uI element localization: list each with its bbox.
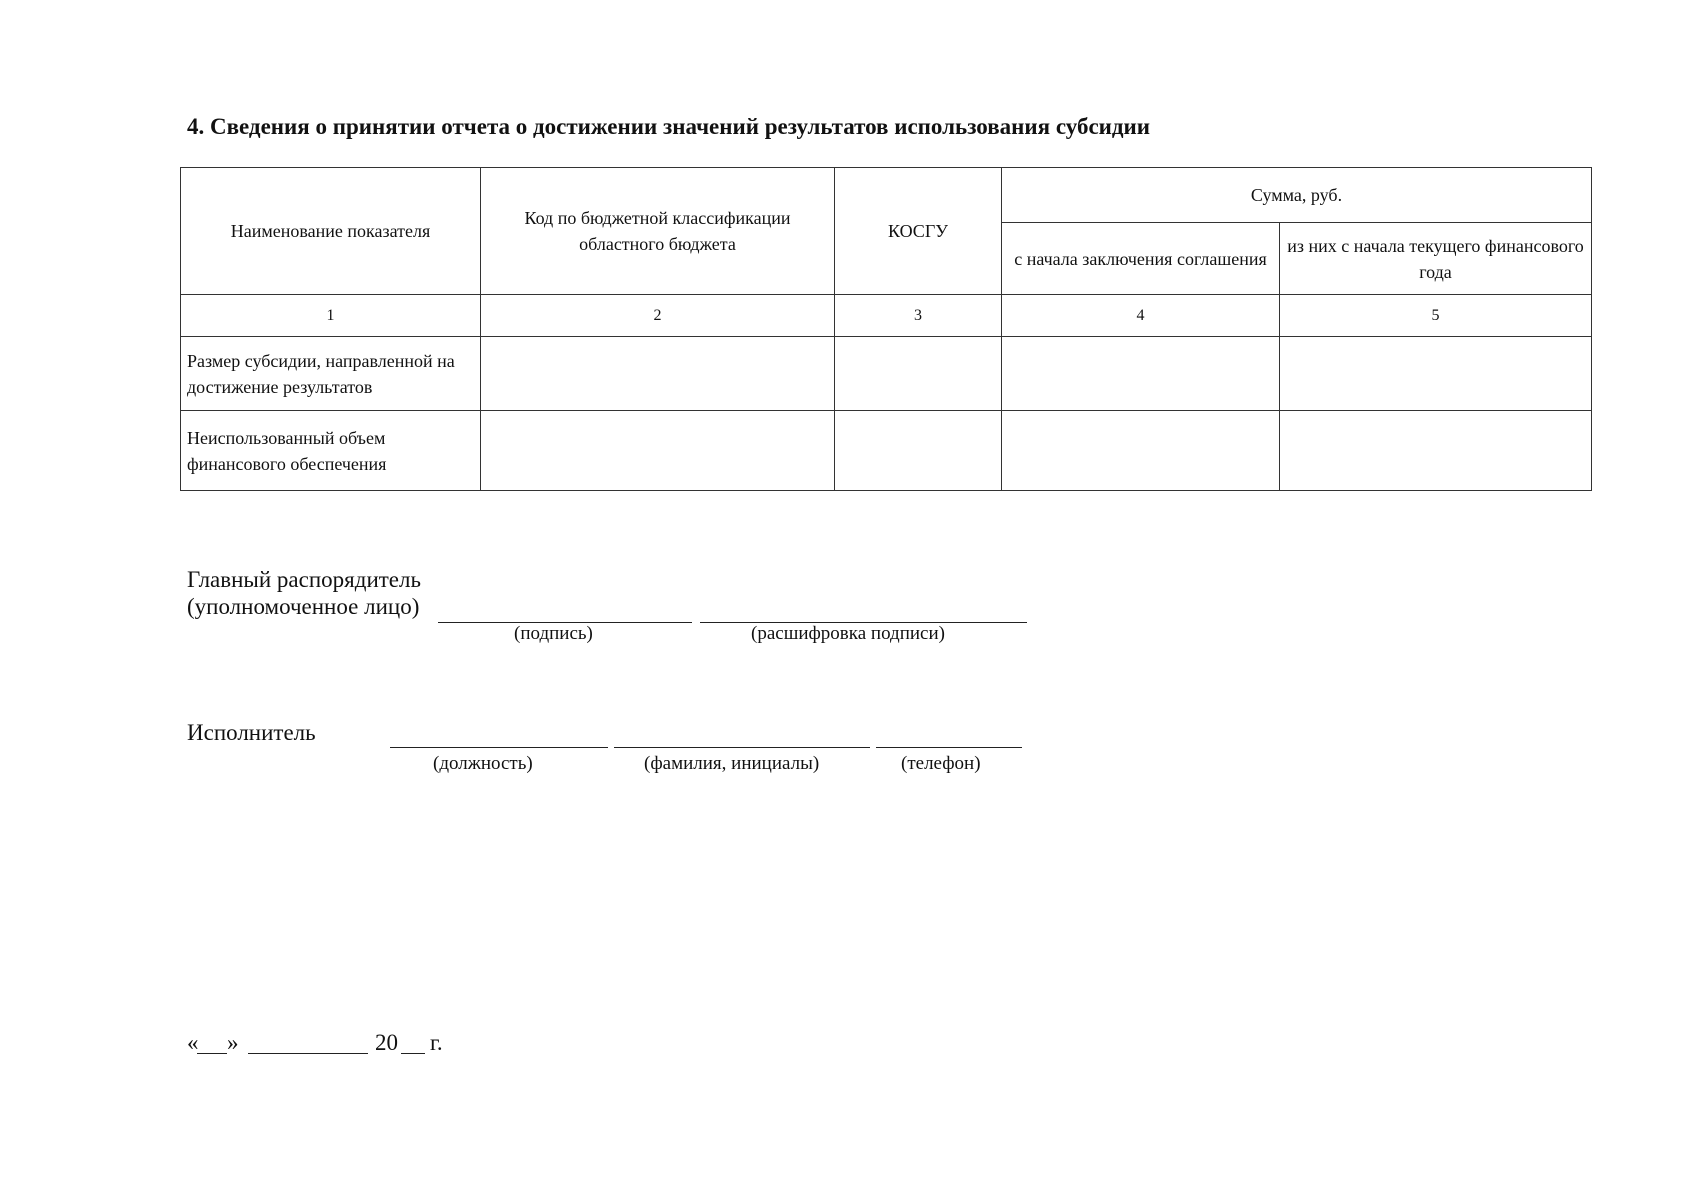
date-month-line[interactable] [248, 1053, 368, 1054]
header-indicator-name: Наименование показателя [181, 168, 481, 295]
date-close-quote: » [227, 1030, 239, 1055]
signature-caption: (подпись) [514, 623, 593, 644]
date-day-line[interactable] [197, 1053, 227, 1054]
position-caption: (должность) [433, 753, 533, 774]
report-table [180, 167, 1592, 491]
cell-current-year[interactable] [1280, 411, 1592, 491]
column-number: 4 [1002, 295, 1280, 337]
name-caption: (фамилия, инициалы) [644, 753, 820, 774]
cell-kosgu[interactable] [835, 337, 1002, 411]
cell-budget-code[interactable] [481, 337, 835, 411]
chief-title-line1: Главный распорядитель [187, 567, 421, 592]
phone-caption: (телефон) [901, 753, 981, 774]
cell-since-agreement[interactable] [1002, 337, 1280, 411]
phone-line[interactable] [876, 747, 1022, 748]
column-number: 5 [1280, 295, 1592, 337]
table-row [181, 411, 1592, 491]
cell-budget-code[interactable] [481, 411, 835, 491]
header-current-year: из них с начала текущего финансового года [1280, 223, 1592, 295]
cell-since-agreement[interactable] [1002, 411, 1280, 491]
date-open-quote: « [187, 1030, 199, 1055]
date-year-suffix: г. [430, 1030, 443, 1055]
header-since-agreement: с начала заключения соглашения [1002, 223, 1280, 295]
header-kosgu: КОСГУ [835, 168, 1002, 295]
name-line[interactable] [614, 747, 870, 748]
header-budget-code: Код по бюджетной классификации областного бюджета [481, 168, 835, 295]
row-label-subsidy-size: Размер субсидии, направленной на достижение результатов [181, 337, 481, 411]
table-row [181, 337, 1592, 411]
column-number: 2 [481, 295, 835, 337]
cell-current-year[interactable] [1280, 337, 1592, 411]
row-label-unused-volume: Неиспользованный объем финансового обеспечения [181, 411, 481, 491]
position-line[interactable] [390, 747, 608, 748]
cell-kosgu[interactable] [835, 411, 1002, 491]
column-number: 1 [181, 295, 481, 337]
date-year-line[interactable] [401, 1053, 425, 1054]
date-year-prefix: 20 [375, 1030, 398, 1055]
decoding-caption: (расшифровка подписи) [751, 623, 945, 644]
column-number: 3 [835, 295, 1002, 337]
header-sum: Сумма, руб. [1002, 168, 1592, 223]
executor-label: Исполнитель [187, 720, 316, 745]
chief-title-line2: (уполномоченное лицо) [187, 594, 420, 619]
section-title: 4. Сведения о принятии отчета о достижении значений результатов использования субсидии [187, 114, 1151, 139]
